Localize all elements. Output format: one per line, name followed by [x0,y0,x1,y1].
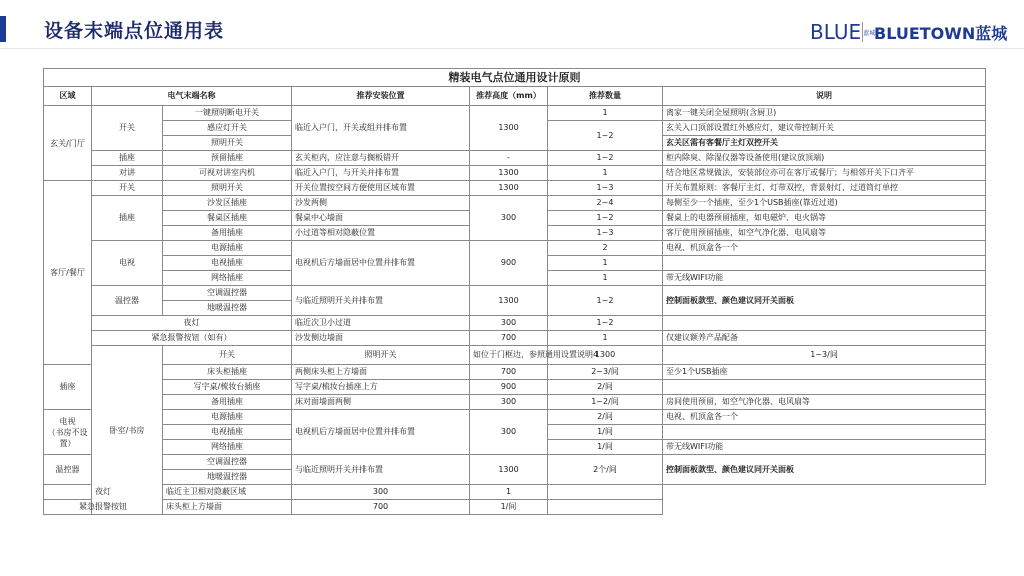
position-cell: 与临近照明开关并排布置 [292,286,470,316]
position-cell: 小过道等相对隐蔽位置 [292,226,470,241]
note-cell: 控制面板款型、颜色建议同开关面板 [663,286,986,316]
item-cell: 地暖温控器 [163,301,292,316]
qty-cell: 1~3/间 [663,346,986,365]
table-row [44,106,986,121]
group-cell: 温控器 [92,286,163,316]
qty-cell: 1/间 [548,440,663,455]
qty-cell: 1 [548,166,663,181]
item-cell: 电视插座 [163,425,292,440]
position-cell: 电视机后方墙面居中位置并排布置 [292,241,470,286]
position-cell: 沙发侧边墙面 [292,331,470,346]
item-cell: 紧急报警按钮 [44,500,163,515]
height-cell: 1300 [548,346,663,365]
item-cell: 网络插座 [163,271,292,286]
position-cell: 床头柜上方墙面 [163,500,292,515]
qty-cell: 1~2 [548,211,663,226]
note-cell: 仅建议额养产品配备 [663,331,986,346]
col-header-name: 电气末端名称 [92,87,292,106]
col-header-zone: 区域 [44,87,92,106]
item-cell: 照明开关 [292,346,470,365]
qty-cell: 1~2 [548,316,663,331]
item-cell: 地暖温控器 [163,470,292,485]
note-cell: 电视、机顶盒各一个 [663,410,986,425]
note-cell: 玄关入口顶部设置红外感应灯，建议带控制开关 [663,121,986,136]
qty-cell: 2~4 [548,196,663,211]
height-cell: 300 [470,410,548,455]
item-cell: 照明开关 [163,136,292,151]
blue-logo-text: BLUE [810,20,862,44]
table-row [44,331,986,346]
height-cell: 300 [470,316,548,331]
title-divider [0,48,1024,49]
height-cell: 300 [470,395,548,410]
zone-bedroom: 卧室/书房 [92,346,163,515]
note-cell: 玄关区需有客餐厅主灯双控开关 [663,136,986,151]
position-cell: 与临近照明开关并排布置 [292,455,470,485]
design-principles-table [43,68,986,515]
table-row [44,151,986,166]
height-cell: 300 [292,485,470,500]
group-cell: 插座 [44,365,92,410]
table-row [44,346,986,365]
bluetown-logo: BLUETOWN蓝城 [874,24,1008,43]
item-cell: 电源插座 [163,410,292,425]
item-cell: 可视对讲室内机 [163,166,292,181]
qty-cell: 1 [548,271,663,286]
item-cell: 备用插座 [163,395,292,410]
table-row [44,455,986,470]
col-header-note: 说明 [663,87,986,106]
qty-cell: 1~3 [548,226,663,241]
item-cell: 备用插座 [163,226,292,241]
table-row [44,196,986,211]
qty-cell: 1~2 [548,121,663,151]
height-cell: 700 [292,500,470,515]
item-cell: 网络插座 [163,440,292,455]
group-cell: 插座 [92,196,163,241]
note-cell: 房间使用预留，如空气净化器、电风扇等 [663,395,986,410]
note-cell: 每侧至少一个插座，至少1个USB插座(靠近过道) [663,196,986,211]
item-cell: 空调温控器 [163,455,292,470]
table-row [44,365,986,380]
height-cell: 1300 [470,166,548,181]
table-header-row [44,87,986,106]
group-cell: 温控器 [44,455,92,485]
qty-cell: 1/间 [470,500,548,515]
table-row [44,181,986,196]
position-cell: 临近次卫小过道 [292,316,470,331]
position-cell: 如位于门框边，参照通用设置说明4 [470,346,548,365]
group-cell [44,410,92,455]
height-cell: 900 [470,380,548,395]
qty-cell: 1 [548,331,663,346]
col-header-qty: 推荐数量 [548,87,663,106]
blue-logo [810,20,875,44]
blue-logo-small: 蓝城 [863,30,876,37]
item-cell: 夜灯 [44,485,163,500]
table-row [44,316,986,331]
group-cell: 对讲 [92,166,163,181]
qty-cell: 2 [548,241,663,256]
position-cell: 写字桌/梳妆台插座上方 [292,380,470,395]
position-cell: 沙发两侧 [292,196,470,211]
position-cell: 临近主卫相对隐蔽区域 [163,485,292,500]
item-cell: 床头柜插座 [163,365,292,380]
note-cell: 餐桌上的电器预留插座，如电磁炉、电火锅等 [663,211,986,226]
height-cell: - [470,151,548,166]
item-cell: 照明开关 [163,181,292,196]
qty-cell: 1/间 [548,425,663,440]
height-cell: 700 [470,331,548,346]
qty-cell: 1 [548,256,663,271]
qty-cell: 1 [470,485,548,500]
group-cell: 开关 [163,346,292,365]
item-cell: 紧急报警按钮（如有） [92,331,292,346]
height-cell: 700 [470,365,548,380]
group-cell: 插座 [92,151,163,166]
item-cell: 夜灯 [92,316,292,331]
item-cell: 电视插座 [163,256,292,271]
note-cell: 结合地区常规做法，安装部位亦可在客厅或餐厅；与相邻开关下口齐平 [663,166,986,181]
logo-divider [862,22,863,42]
tv-group-sub: （书房不设置） [47,427,88,448]
note-cell: 柜内除臭、除湿仪器等设备使用(建议放顶端) [663,151,986,166]
group-cell: 电视 [92,241,163,286]
item-cell: 一键照明断电开关 [163,106,292,121]
position-cell: 电视机后方墙面居中位置并排布置 [292,410,470,455]
height-cell: 300 [470,196,548,241]
qty-cell: 1~3 [548,181,663,196]
note-cell: 离家一键关闭全屋照明(含厨卫) [663,106,986,121]
note-cell: 带无线WIFI功能 [663,440,986,455]
qty-cell: 2/间 [548,380,663,395]
table-row [44,286,986,301]
note-cell [548,485,663,500]
table-row [44,241,986,256]
note-cell: 控制面板款型、颜色建议同开关面板 [663,455,986,485]
note-cell [663,256,986,271]
position-cell: 玄关柜内，应注意与搁板错开 [292,151,470,166]
table-row [44,410,986,425]
height-cell: 900 [470,241,548,286]
table-row [44,395,986,410]
item-cell: 餐桌区插座 [163,211,292,226]
qty-cell: 2~3/间 [548,365,663,380]
note-cell: 开关布置原则：客餐厅主灯、灯带双控，背景射灯、过道筒灯单控 [663,181,986,196]
height-cell: 1300 [470,106,548,151]
position-cell: 两侧床头柜上方墙面 [292,365,470,380]
note-cell [663,425,986,440]
height-cell: 1300 [470,181,548,196]
note-cell: 带无线WIFI功能 [663,271,986,286]
height-cell: 1300 [470,455,548,485]
qty-cell: 2/间 [548,410,663,425]
note-cell [663,316,986,331]
item-cell: 预留插座 [163,151,292,166]
qty-cell: 1~2/间 [548,395,663,410]
position-cell: 临近入户门，与开关并排布置 [292,166,470,181]
position-cell: 开关位置按空间方便使用区域布置 [292,181,470,196]
zone-living: 客厅/餐厅 [44,181,92,365]
table-row [44,485,986,500]
position-cell: 临近入户门，开关或组并排布置 [292,106,470,151]
note-cell: 电视、机顶盒各一个 [663,241,986,256]
group-cell: 开关 [92,106,163,151]
item-cell: 感应灯开关 [163,121,292,136]
title-accent-bar [0,16,6,42]
position-cell: 餐桌中心墙面 [292,211,470,226]
qty-cell: 2个/间 [548,455,663,485]
table-row [44,500,986,515]
position-cell: 床对面墙面两侧 [292,395,470,410]
table-title: 精装电气点位通用设计原则 [44,69,986,87]
height-cell: 1300 [470,286,548,316]
item-cell: 沙发区插座 [163,196,292,211]
item-cell: 空调温控器 [163,286,292,301]
group-cell: 开关 [92,181,163,196]
qty-cell: 1~2 [548,286,663,316]
col-header-height: 推荐高度（mm） [470,87,548,106]
page-title: 设备末端点位通用表 [44,20,225,42]
note-cell: 至少1个USB插座 [663,365,986,380]
col-header-position: 推荐安装位置 [292,87,470,106]
note-cell [663,380,986,395]
tv-group-label: 电视 [59,416,76,426]
qty-cell: 1~2 [548,151,663,166]
zone-entry: 玄关/门厅 [44,106,92,181]
table-row [44,380,986,395]
qty-cell: 1 [548,106,663,121]
note-cell: 客厅使用预留插座，如空气净化器、电风扇等 [663,226,986,241]
item-cell: 写字桌/梳妆台插座 [163,380,292,395]
item-cell: 电源插座 [163,241,292,256]
note-cell [548,500,663,515]
